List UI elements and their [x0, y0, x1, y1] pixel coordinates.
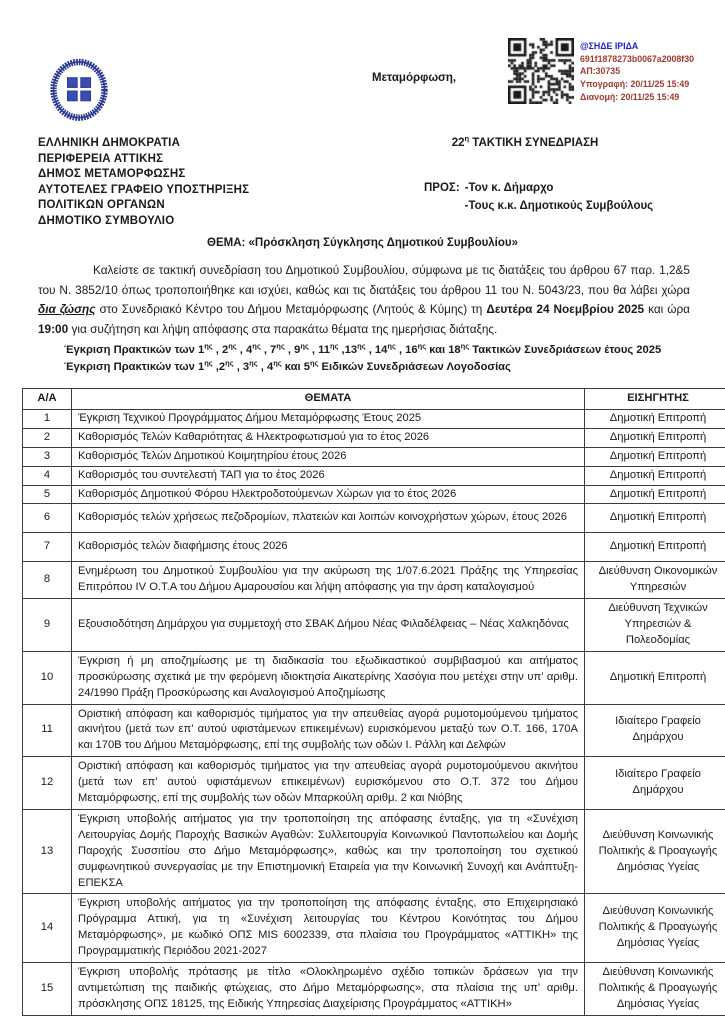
recipient-line: -Τον κ. Δήμαρχο: [464, 182, 554, 194]
cell-num: 9: [23, 599, 72, 652]
cell-num: 14: [23, 894, 72, 963]
table-row: [23, 428, 725, 447]
cell-num: 8: [23, 562, 72, 599]
stamp-protocol-number: ΑΠ:30735: [580, 66, 621, 77]
cell-num: 4: [23, 466, 72, 485]
cell-rapporteur: Διεύθυνση Κοινωνικής Πολιτικής & Προαγωγής Δημόσιας Υγείας: [585, 809, 725, 894]
stamp-distribution-time: Διανομή: 20/11/25 15:49: [580, 91, 680, 102]
agency-line: ΔΗΜΟΤΙΚΟ ΣΥΜΒΟΥΛΙΟ: [38, 214, 175, 227]
intro-paragraph: Καλείστε σε τακτική συνεδρίαση του Δημοτικού Συμβουλίου, σύμφωνα με τις διατάξεις του άρθρου 67 παρ. 1,2&5 του Ν. 3852/10 όπως τροποποιήθηκε και ισχύει, καθώς και τις διατάξεις του άρθρου 11 του Ν. 5043/23, που θα λάβει χώρα δια ζώσης στο Συνεδριακό Κέντρο του Δήμου Μεταμόρφωσης (Λητούς & Κύμης) τη Δευτέρα 24 Νοεμβρίου 2025 και ώρα 19:00 για συζήτηση και λήψη απόφασης στα παρακάτω θέματα της ημερήσιας διάταξης.: [38, 263, 690, 336]
subject-line: ΘΕΜΑ: «Πρόσκληση Σύγκλησης Δημοτικού Συμβουλίου»: [207, 237, 518, 249]
header-cell-topics: ΘΕΜΑΤΑ: [72, 389, 585, 410]
table-row: [23, 447, 725, 466]
cell-rapporteur: Δημοτική Επιτροπή: [585, 466, 725, 485]
greek-coat-of-arms-icon: [50, 58, 108, 129]
cell-topic: Καθορισμός Τελών Καθαριότητας & Ηλεκτροφωτισμού για το έτος 2026: [72, 428, 585, 447]
agency-line: ΠΕΡΙΦΕΡΕΙΑ ΑΤΤΙΚΗΣ: [38, 152, 164, 165]
cell-rapporteur: Ιδιαίτερο Γραφείο Δημάρχου: [585, 757, 725, 810]
stamp-signature-time: Υπογραφή: 20/11/25 15:49: [580, 79, 690, 90]
cell-topic: Καθορισμός Τελών Δημοτικού Κοιμητηρίου έτους 2026: [72, 447, 585, 466]
cell-rapporteur: Δημοτική Επιτροπή: [585, 409, 725, 428]
table-row: [23, 963, 725, 1016]
minutes-approval-block: [64, 342, 661, 376]
table-row: [23, 504, 725, 533]
cell-topic: Έγκριση υποβολής αιτήματος για την τροποποίηση της απόφασης ένταξης, στο Επιχειρησιακό Πρόγραμμα Αττική, για τη «Συνέχιση λειτουργίας του Κέντρου Κοινότητας του Δήμου Μεταμόρφωσης», με κωδικό ΟΠΣ MIS 6002339, στα πλαίσια του Προγράμματος «ΑΤΤΙΚΗ» της Προγραμματικής Περιόδου 2021-2027: [72, 894, 585, 963]
qr-code: [508, 38, 574, 104]
cell-num: 3: [23, 447, 72, 466]
session-title: $22^\eta$ ΤΑΚΤΙΚΗ ΣΥΝΕΔΡΙΑΣΗ: [451, 134, 599, 149]
minutes-approval-line: Έγκριση Πρακτικών των $1^{\eta\varsigma}$ , $2^{\eta\varsigma}$ , $4^{\eta\varsigma}$ , $7^{\eta\varsigma}$ , $9^{\eta\varsigma}$ , $11^{\eta\varsigma}$ $,13^{\eta\varsigma}$ , $14^{\eta\varsigma}$ , $16^{\eta\varsigma}$ και $18^{\eta\varsigma}$ Τακτικών Συνεδριάσεων έτους 2025: [64, 341, 662, 356]
minutes-approval-line: Έγκριση Πρακτικών των $1^{\eta\varsigma}$ $,2^{\eta\varsigma}$ , $3^{\eta\varsigma}$ , $4^{\eta\varsigma}$ και $5^{\eta\varsigma}$ Ειδικών Συνεδριάσεων Λογοδοσίας: [64, 358, 511, 373]
cell-num: 1: [23, 409, 72, 428]
cell-num: 15: [23, 963, 72, 1016]
cell-rapporteur: Διεύθυνση Κοινωνικής Πολιτικής & Προαγωγής Δημόσιας Υγείας: [585, 894, 725, 963]
recipients-list: [465, 180, 653, 215]
table-row: [23, 809, 725, 894]
table-row: [23, 409, 725, 428]
table-row: [23, 894, 725, 963]
cell-topic: Καθορισμός Δημοτικού Φόρου Ηλεκτροδοτούμενων Χώρων για το έτος 2026: [72, 485, 585, 504]
cell-rapporteur: Δημοτική Επιτροπή: [585, 504, 725, 533]
table-row: [23, 757, 725, 810]
cell-topic: Εξουσιοδότηση Δημάρχου για συμμετοχή στο ΣΒΑΚ Δήμου Νέας Φιλαδέλφειας – Νέας Χαλκηδόνας: [72, 599, 585, 652]
cell-topic: Έγκριση ή μη αποζημίωσης με τη διαδικασία του εξωδικαστικού συμβιβασμού και αιτήματος προσκύρωσης σχετικά με την φερόμενη ιδιοκτησία Αικατερίνης Χασόγια που μετέχει στην υπ’ αριθμ. 24/1990 Πράξη Προσκύρωσης και Αναλογισμού Αποζημίωσης: [72, 651, 585, 704]
cell-rapporteur: Ιδιαίτερο Γραφείο Δημάρχου: [585, 704, 725, 757]
agency-line: ΠΟΛΙΤΙΚΩΝ ΟΡΓΑΝΩΝ: [38, 199, 165, 212]
qr-code-icon: [508, 38, 574, 104]
cell-rapporteur: Διεύθυνση Κοινωνικής Πολιτικής & Προαγωγής Δημόσιας Υγείας: [585, 963, 725, 1016]
agency-line: ΑΥΤΟΤΕΛΕΣ ΓΡΑΦΕΙΟ ΥΠΟΣΤΗΡΙΞΗΣ: [38, 183, 250, 196]
stamp-platform: @ΣΗΔΕ ΙΡΙΔΑ: [580, 41, 639, 51]
cell-num: 13: [23, 809, 72, 894]
table-row: [23, 704, 725, 757]
cell-num: 2: [23, 428, 72, 447]
table-row: [23, 651, 725, 704]
header-cell-num: Α/Α: [23, 389, 72, 410]
cell-topic: Οριστική απόφαση και καθορισμός τιμήματος για την απευθείας αγορά ρυμοτομούμενου τμήματος ακινήτου (μετά των επ’ αυτού υφιστάμενων επικειμένων) ευρισκόμενου μεταξύ των Ο.Τ. 166, 170Α και 170Β του Δήμου Μεταμόρφωσης, επί της συμβολής των οδών Ι. Ράλλη και Δελφών: [72, 704, 585, 757]
table-row: [23, 533, 725, 562]
cell-num: 6: [23, 504, 72, 533]
recipient-line: -Τους κ.κ. Δημοτικούς Συμβούλους: [464, 199, 654, 212]
cell-topic: Οριστική απόφαση και καθορισμός τιμήματος για την απευθείας αγορά ρυμοτομούμενου ακινήτου (μετά των επ’ αυτού υφιστάμενων επικειμένων) ευρισκόμενου στο Ο.Τ. 372 του Δήμου Μεταμόρφωσης, επί της συμβολής των οδών Μπαρκούλη αριθμ. 2 και Νιόβης: [72, 757, 585, 810]
cell-topic: Έγκριση υποβολής αιτήματος για την τροποποίηση της απόφασης ένταξης, για τη «Συνέχιση Λειτουργίας Δομής Παροχής Βασικών Αγαθών: Συλλειτουργία Κοινωνικού Παντοπωλείου και Δομής Παροχής Συσσιτίου στο Δήμο Μεταμόρφωσης», καθώς και την τροποποίηση του σχετικού συμφωνητικού συνεργασίας με την Επιστημονική Εταιρεία για την Κοινωνική Συνοχή και Ανάπτυξη-ΕΠΕΚΣΑ: [72, 809, 585, 894]
cell-num: 5: [23, 485, 72, 504]
cell-rapporteur: Δημοτική Επιτροπή: [585, 428, 725, 447]
cell-rapporteur: Δημοτική Επιτροπή: [585, 485, 725, 504]
table-row: [23, 562, 725, 599]
cell-rapporteur: Διεύθυνση Τεχνικών Υπηρεσιών & Πολεοδομίας: [585, 599, 725, 652]
irida-stamp: [580, 40, 694, 104]
cell-topic: Ενημέρωση του Δημοτικού Συμβουλίου για την ακύρωση της 1/07.6.2021 Πράξης της Υπηρεσίας Επιτρόπου IV Ο.Τ.Α του Δήμου Αμαρουσίου και λήψη απόφασης για την άρση καταλογισμού: [72, 562, 585, 599]
agenda-table-header: [23, 389, 725, 410]
topics-table-body: [23, 409, 725, 1015]
cell-rapporteur: Δημοτική Επιτροπή: [585, 447, 725, 466]
recipients-label: ΠΡΟΣ:: [424, 182, 460, 194]
cell-rapporteur: Δημοτική Επιτροπή: [585, 651, 725, 704]
cell-rapporteur: Διεύθυνση Οικονομικών Υπηρεσιών: [585, 562, 725, 599]
agenda-table: [22, 388, 725, 1016]
recipients-block: [424, 180, 653, 215]
cell-rapporteur: Δημοτική Επιτροπή: [585, 533, 725, 562]
agency-line: ΔΗΜΟΣ ΜΕΤΑΜΟΡΦΩΣΗΣ: [38, 168, 186, 181]
city-line: Μεταμόρφωση,: [372, 72, 457, 84]
cell-topic: Καθορισμός του συντελεστή ΤΑΠ για το έτος 2026: [72, 466, 585, 485]
cell-num: 11: [23, 704, 72, 757]
cell-topic: Έγκριση Τεχνικού Προγράμματος Δήμου Μεταμόρφωσης Έτους 2025: [72, 409, 585, 428]
cell-num: 10: [23, 651, 72, 704]
cell-topic: Καθορισμός τελών διαφήμισης έτους 2026: [72, 533, 585, 562]
stamp-doc-id: 691f1878273b0067a2008f30: [580, 53, 694, 64]
table-row: [23, 485, 725, 504]
agency-line: ΕΛΛΗΝΙΚΗ ΔΗΜΟΚΡΑΤΙΑ: [38, 137, 181, 149]
agency-header: [38, 136, 249, 230]
table-row: [23, 466, 725, 485]
cell-topic: Καθορισμός τελών χρήσεως πεζοδρομίων, πλατειών και λοιπών κοινοχρήστων χώρων, έτους 2026: [72, 504, 585, 533]
cell-topic: Έγκριση υποβολής πρότασης με τίτλο «Ολοκληρωμένο σχέδιο τοπικών δράσεων για την αντιμετώπιση της παιδικής φτώχειας, στο Δήμο Μεταμόρφωσης», στα πλαίσια της υπ’ αριθμ. πρόσκλησης ΟΠΣ 18125, της Ειδικής Υπηρεσίας Διαχείρισης Προγράμματος «ΑΤΤΙΚΗ»: [72, 963, 585, 1016]
header-cell-rapporteur: ΕΙΣΗΓΗΤΗΣ: [585, 389, 725, 410]
cell-num: 7: [23, 533, 72, 562]
table-row: [23, 599, 725, 652]
cell-num: 12: [23, 757, 72, 810]
